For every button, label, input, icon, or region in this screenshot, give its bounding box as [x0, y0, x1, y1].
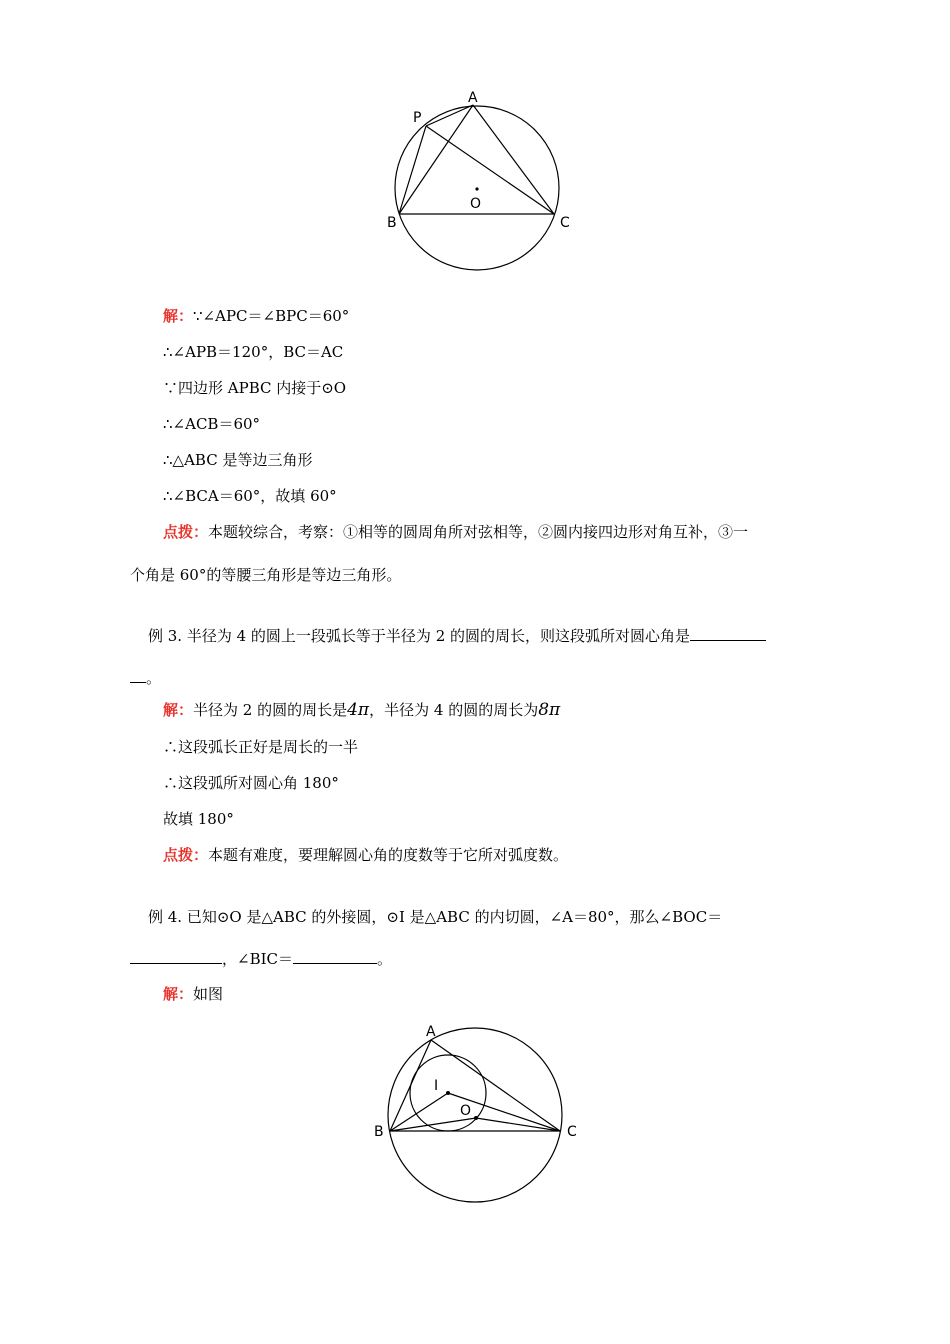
label-p: P: [413, 110, 422, 126]
ex3-question-line2: 。: [130, 668, 161, 688]
ex3-solution-line1: 解：半径为 2 的圆的周长是4π，半径为 4 的圆的周长为8π: [163, 700, 561, 720]
answer-blank-boc: [130, 949, 222, 964]
ex2-solution-line2: ∴∠APB＝120°，BC＝AC: [163, 343, 344, 361]
ex3-question-line1: 例 3. 半径为 4 的圆上一段弧长等于半径为 2 的圆的周长，则这段弧所对圆心角是: [148, 626, 766, 646]
label-c: C: [567, 1124, 577, 1140]
label-a: A: [468, 90, 478, 106]
segment-ac: [431, 1040, 560, 1131]
ex2-solution-line5: ∴△ABC 是等边三角形: [163, 451, 313, 469]
ex3-solution-line3: ∴这段弧所对圆心角 180°: [163, 774, 339, 792]
segment-ac: [473, 105, 554, 214]
label-i: I: [434, 1078, 439, 1094]
hint-label: 点拨：: [163, 846, 209, 864]
solution-label: 解：: [163, 701, 194, 719]
ex3-solution-line2: ∴这段弧长正好是周长的一半: [163, 738, 359, 756]
ex2-solution-line6: ∴∠BCA＝60°，故填 60°: [163, 487, 337, 505]
solution-label: 解：: [163, 307, 194, 325]
ex2-hint-line1: 点拨：本题较综合，考察：①相等的圆周角所对弦相等，②圆内接四边形对角互补，③一: [163, 523, 749, 541]
label-o: O: [460, 1103, 472, 1119]
center-dot-i: [446, 1091, 450, 1095]
ex2-solution-line3: ∵四边形 APBC 内接于⊙O: [163, 379, 347, 397]
answer-blank: [690, 626, 766, 641]
ex4-question-line2: ，∠BIC＝ 。: [130, 949, 392, 969]
answer-blank-bic: [293, 949, 377, 964]
answer-blank-cont: [130, 668, 146, 683]
ex3-hint-line: 点拨：本题有难度，要理解圆心角的度数等于它所对弧度数。: [163, 846, 569, 864]
ex2-solution-line4: ∴∠ACB＝60°: [163, 415, 261, 433]
solution-label: 解：: [163, 985, 194, 1003]
hint-label: 点拨：: [163, 523, 209, 541]
ex2-hint-line2: 个角是 60°的等腰三角形是等边三角形。: [130, 566, 402, 584]
figure-circle-apbc: [370, 80, 590, 280]
ex3-solution-line4: 故填 180°: [163, 810, 234, 828]
segment-pb: [399, 126, 426, 214]
label-a: A: [426, 1024, 436, 1040]
segment-co: [476, 1118, 560, 1131]
label-b: B: [374, 1124, 384, 1140]
figure-circumcircle-incircle: [360, 1015, 600, 1215]
label-b: B: [387, 215, 397, 231]
ex4-solution-line: 解：如图: [163, 985, 224, 1003]
ex2-solution-line1: 解：∵∠APC＝∠BPC＝60°: [163, 307, 350, 325]
label-o: O: [470, 196, 482, 212]
center-dot-o: [475, 187, 478, 190]
label-c: C: [560, 215, 570, 231]
segment-pc: [426, 126, 554, 214]
segment-bo: [390, 1118, 476, 1131]
center-dot-o: [474, 1116, 478, 1120]
ex4-question-line1: 例 4. 已知⊙O 是△ABC 的外接圆，⊙I 是△ABC 的内切圆，∠A＝80°，那么∠BOC＝: [148, 908, 723, 926]
